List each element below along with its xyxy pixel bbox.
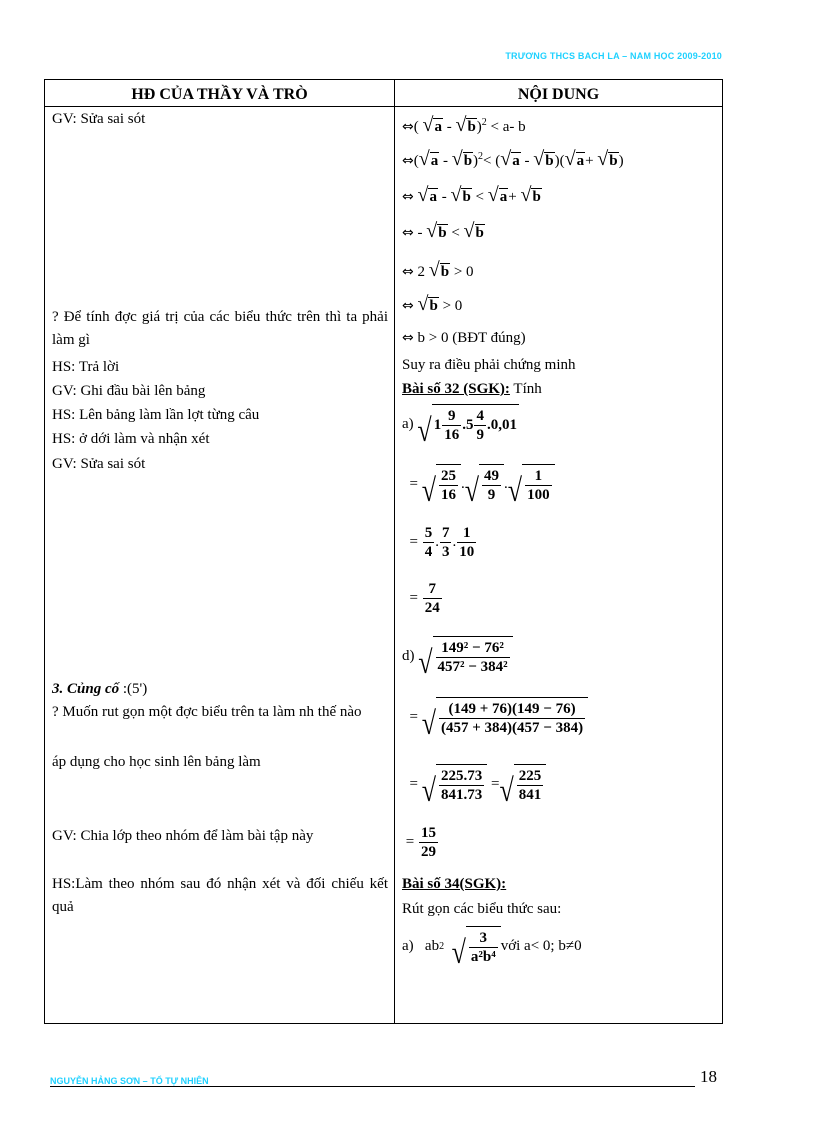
exercise-34-title: Bài số 34(SGK): <box>402 876 507 892</box>
equivalence-icon: ⇔ <box>402 153 414 169</box>
section-time: :(5') <box>119 681 148 697</box>
equivalence-icon: ⇔ <box>402 330 414 346</box>
exercise-32a-step-1: = √ $\frac{25}{16}$ . √ $\frac{49}{9}$ . √ $\frac{1}{100}$ <box>402 464 555 504</box>
section-title: 3. Củng cố <box>52 681 120 697</box>
left-line-9: áp dụng cho học sinh lên bảng làm <box>52 754 261 770</box>
exercise-32d: d) √ $\frac{\text{149² − 76²}}{\text{457² − 384²}}$ <box>402 636 513 676</box>
left-line-8: ? Muốn rut gọn một đợc biểu trên ta làm nh thế nào <box>52 704 362 720</box>
left-line-4: GV: Ghi đầu bài lên bảng <box>52 383 206 399</box>
left-line-10: GV: Chia lớp theo nhóm để làm bài tập này <box>52 828 314 844</box>
proof-step-6: ⇔ √b > 0 <box>402 293 463 315</box>
exercise-32-title: Bài số 32 (SGK): <box>402 381 510 397</box>
right-column-header: NỘI DUNG <box>517 86 600 103</box>
left-line-2: ? Để tính đợc giá trị của các biểu thức trên thì ta phải làm gì <box>52 309 388 348</box>
column-divider <box>394 80 395 1023</box>
proof-step-4: ⇔ - √b < √b <box>402 220 484 242</box>
left-line-5: HS: Lên bảng làm lần lợt từng câu <box>52 407 260 423</box>
exercise-32a-step-3: = $\frac{7}{24}$ <box>409 581 440 616</box>
exercise-34a: a) ab 2 √ $\frac{3}{\text{a²b⁴}}$ với a< 0; b≠0 <box>402 926 582 966</box>
exercise-32-heading: Bài số 32 (SGK): Tính <box>402 381 542 397</box>
left-column-header: HĐ CỦA THẦY VÀ TRÒ <box>131 86 308 103</box>
equivalence-icon: ⇔ <box>402 264 414 280</box>
left-line-1: GV: Sửa sai sót <box>52 111 146 127</box>
equivalence-icon: ⇔ <box>402 225 414 241</box>
equivalence-icon: ⇔ <box>402 189 414 205</box>
proof-step-1: ⇔( √a - √b)$^2$ < a- b <box>402 114 526 136</box>
exercise-32d-step-2: = √ $\frac{225.73}{841.73}$ = √ $\frac{225}{841}$ <box>402 764 546 804</box>
exercise-34-description: Rút gọn các biểu thức sau: <box>402 901 562 917</box>
proof-step-2: ⇔(√a - √b)$^2$< (√a - √b)(√a+ √b) <box>402 148 624 170</box>
footer-author: NGUYỄN HẢNG SƠN – TỔ TỰ NHIÊN <box>50 1076 209 1086</box>
proof-step-5: ⇔ 2 √b > 0 <box>402 259 474 281</box>
exercise-32a: a) √ 1 $\frac{9}{16}$ .5 $\frac{4}{9}$ .0,01 <box>402 404 519 444</box>
exercise-32a-step-2: = $\frac{5}{4}$ . $\frac{7}{3}$ . $\frac{1}{10}$ <box>409 525 475 560</box>
left-line-7: GV: Sửa sai sót <box>52 456 146 472</box>
exercise-32d-step-1: = √ $\frac{(149 + 76)(149 - 76)}{(457 + 384)(457 - 384)}$ <box>402 697 588 737</box>
proof-step-7: ⇔ b > 0 (BĐT đúng) <box>402 330 526 346</box>
equivalence-icon: ⇔ <box>402 298 414 314</box>
section-heading <box>52 678 388 701</box>
left-line-11: HS:Làm theo nhóm sau đó nhận xét và đối chiếu kết quả <box>52 876 388 915</box>
conclusion: Suy ra điều phải chứng minh <box>402 357 576 373</box>
exercise-32d-step-3: = $\frac{15}{29}$ <box>405 825 436 860</box>
footer-rule <box>50 1086 695 1087</box>
header-divider <box>45 106 722 107</box>
page-number: 18 <box>700 1067 717 1086</box>
left-line-3: HS: Trả lời <box>52 359 120 375</box>
left-line-6: HS: ở dới làm và nhận xét <box>52 431 210 447</box>
equivalence-icon: ⇔ <box>402 119 414 135</box>
lesson-table <box>44 79 723 1024</box>
page-header: TRƯỜNG THCS BÁCH LA – NĂM HỌC 2009-2010 <box>505 52 722 60</box>
proof-step-3: ⇔ √a - √b < √a+ √b <box>402 184 541 206</box>
